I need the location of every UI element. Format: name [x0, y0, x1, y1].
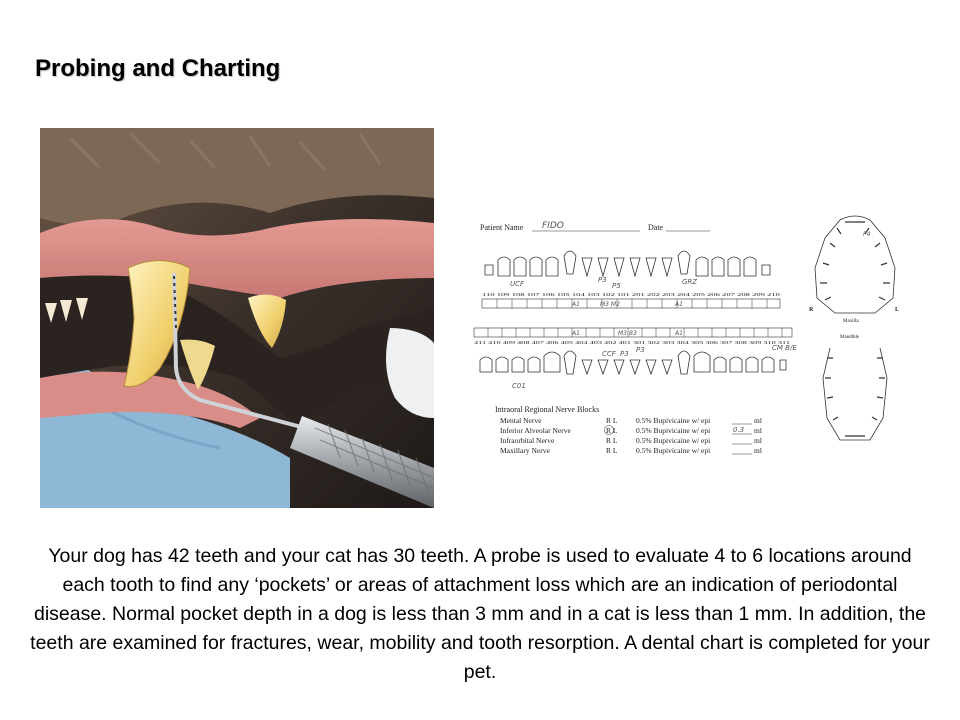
- lower-tooth-numbers: 411 410 409 408 407 406 405 404 403 402 401 301 302 303 304 305 306 307 308 309 310 311: [474, 340, 790, 345]
- nerve-block-row: [500, 436, 762, 445]
- svg-text:0.5% Bupivicaine w/ epi: 0.5% Bupivicaine w/ epi: [636, 416, 711, 425]
- slide-body-text: Your dog has 42 teeth and your cat has 30 teeth. A probe is used to evaluate 4 to 6 locations around each tooth to find any ‘pockets’ or areas of attachment loss which are an indication of periodontal disease. Normal pocket depth in a dog is less than 3 mm and in a cat is less than 1 mm. In addition, the teeth are examined for fractures, wear, mobility and tooth resorption. A dental chart is completed for your pet.: [30, 545, 930, 683]
- svg-text:0.5% Bupivicaine w/ epi: 0.5% Bupivicaine w/ epi: [636, 446, 711, 455]
- note-p3: P3: [598, 276, 607, 284]
- svg-text:Inferior Alveolar Nerve: Inferior Alveolar Nerve: [500, 426, 571, 435]
- lower-mark-1: A1: [572, 330, 580, 337]
- note-cm-be: CM B/E: [772, 344, 797, 352]
- svg-text:0.5% Bupivicaine w/ epi: 0.5% Bupivicaine w/ epi: [636, 436, 711, 445]
- upper-mark-2: M3 M2: [600, 301, 620, 308]
- nerve-block-row: [500, 446, 762, 455]
- svg-text:ml: ml: [754, 426, 762, 435]
- note-lower-p3a: P3: [620, 350, 629, 358]
- dental-chart: [470, 210, 825, 460]
- nerve-block-row: [500, 426, 762, 436]
- note-ccf: CCF: [602, 350, 616, 358]
- skull-note-p4: P4: [863, 231, 871, 238]
- svg-text:R L: R L: [606, 416, 618, 425]
- patient-name-label: Patient Name: [480, 223, 524, 232]
- patient-name-value: FIDO: [542, 221, 564, 231]
- dental-photo: [40, 128, 434, 508]
- svg-text:Mental Nerve: Mental Nerve: [500, 416, 542, 425]
- upper-teeth-row: [485, 251, 770, 276]
- skull-left-label: L: [895, 307, 900, 313]
- maxilla-label: Maxilla: [843, 319, 859, 324]
- svg-text:Infraorbital Nerve: Infraorbital Nerve: [500, 436, 555, 445]
- nerve-blocks-heading: Intraoral Regional Nerve Blocks: [495, 405, 600, 414]
- lower-mark-2: M3 B3: [618, 330, 637, 337]
- svg-text:0.5% Bupivicaine w/ epi: 0.5% Bupivicaine w/ epi: [636, 426, 711, 435]
- slide-title: Probing and Charting: [35, 55, 281, 82]
- svg-text:ml: ml: [754, 416, 762, 425]
- upper-tooth-numbers: 110 109 108 107 106 105 104 103 102 101 201 202 203 204 205 206 207 208 209 210: [482, 292, 782, 297]
- note-p5: P5: [612, 282, 621, 290]
- upper-mark-1: A1: [572, 301, 580, 308]
- svg-text:R L: R L: [606, 436, 618, 445]
- note-c01: C01: [512, 382, 526, 390]
- date-label: Date: [648, 223, 664, 232]
- mandible-label: Mandible: [840, 335, 860, 340]
- lower-mark-3: A1: [675, 330, 683, 337]
- svg-text:ml: ml: [754, 446, 762, 455]
- note-ucf: UCF: [510, 280, 525, 288]
- upper-mark-3: A1: [675, 301, 683, 308]
- svg-text:R L: R L: [606, 426, 618, 435]
- occlusal-skull-diagram: [805, 208, 905, 448]
- note-grz: GRZ: [682, 278, 698, 286]
- upper-grid: [482, 299, 780, 308]
- lower-teeth-row: [480, 351, 786, 374]
- svg-text:0.3: 0.3: [733, 426, 745, 434]
- svg-text:R L: R L: [606, 446, 618, 455]
- svg-text:ml: ml: [754, 436, 762, 445]
- skull-right-label: R: [809, 307, 814, 313]
- note-lower-p3b: P3: [636, 346, 645, 354]
- nerve-block-row: [500, 416, 762, 425]
- svg-text:Maxillary Nerve: Maxillary Nerve: [500, 446, 550, 455]
